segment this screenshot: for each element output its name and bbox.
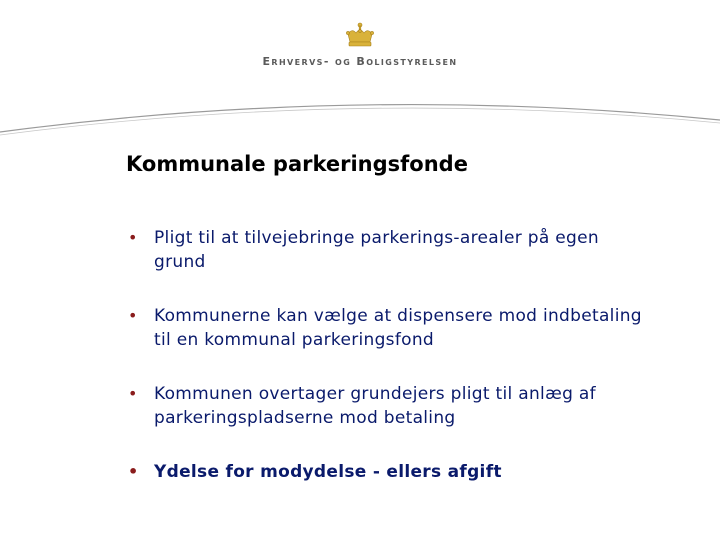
- slide-title: Kommunale parkeringsfonde: [126, 152, 468, 176]
- header-divider: [0, 90, 720, 140]
- bullet-icon: •: [128, 384, 138, 403]
- bullet-text: Kommunerne kan vælge at dispensere mod indbetaling til en kommunal parkeringsfond: [154, 306, 642, 350]
- bullet-text: Kommunen overtager grundejers pligt til anlæg af parkeringspladserne mod betaling: [154, 384, 596, 428]
- bullet-icon: •: [128, 462, 139, 481]
- bullet-icon: •: [128, 228, 138, 247]
- list-item: [126, 382, 646, 430]
- agency-logo-text: Erhvervs- og Boligstyrelsen: [262, 55, 458, 68]
- bullet-icon: •: [128, 306, 138, 325]
- list-item: [126, 304, 646, 352]
- royal-crown-icon: [342, 22, 378, 50]
- list-item: [126, 460, 646, 484]
- bullet-list: [126, 226, 646, 484]
- list-item: [126, 226, 646, 274]
- bullet-text: Ydelse for modydelse - ellers afgift: [154, 462, 502, 482]
- bullet-text: Pligt til at tilvejebringe parkerings-arealer på egen grund: [154, 228, 599, 272]
